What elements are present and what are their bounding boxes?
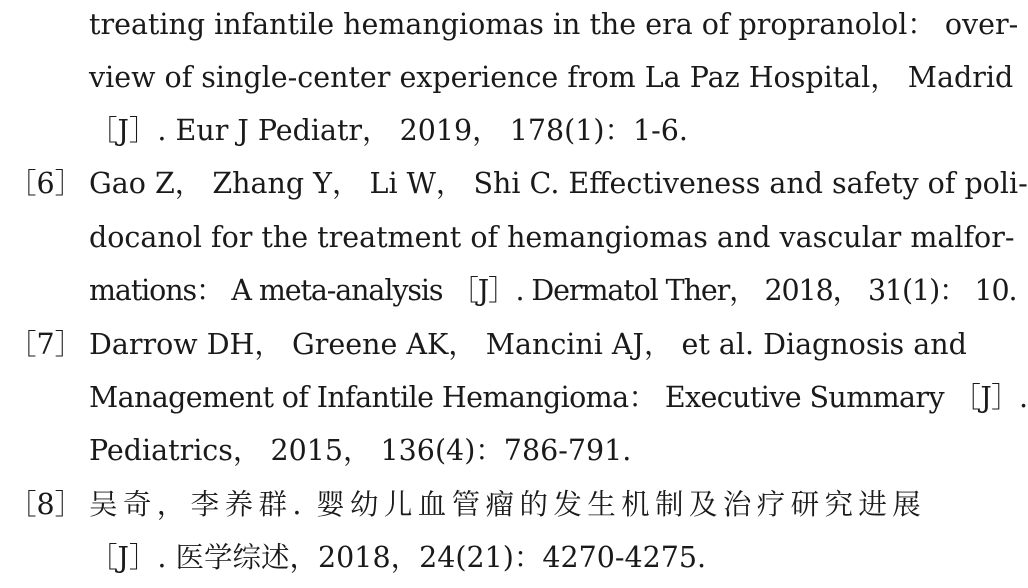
reference-text-line: Pediatrics， 2015， 136(4)：786-791. [89,434,632,467]
reference-text-line: Darrow DH， Greene AK， Mancini AJ， et al. Diagnosis and [89,328,967,361]
reference-text-line: treating infantile hemangiomas in the era of propranolol： over- [89,8,1019,41]
reference-text-line: 吴奇，李养群. 婴幼儿血管瘤的发生机制及治疗研究进展 [89,488,921,521]
reference-text-line: view of single-center experience from La Paz Hospital， Madrid [89,61,1014,94]
reference-text-line: ［J］. Eur J Pediatr， 2019， 178(1)：1-6. [89,114,688,147]
reference-text-line: Management of Infantile Hemangioma： Executive Summary ［J］. [89,381,1028,414]
reference-number: ［7］ [8,328,84,361]
reference-text-line: Gao Z， Zhang Y， Li W， Shi C. Effectiveness and safety of poli- [89,167,1028,200]
reference-text-line: docanol for the treatment of hemangiomas and vascular malfor- [89,221,1015,254]
reference-text-line: mations： A meta-analysis ［J］. Dermatol Ther， 2018， 31(1)： 10. [89,274,1017,307]
reference-text-line: ［J］. 医学综述，2018，24(21)：4270-4275. [89,541,707,574]
reference-number: ［8］ [8,488,84,521]
reference-number: ［6］ [8,167,84,200]
